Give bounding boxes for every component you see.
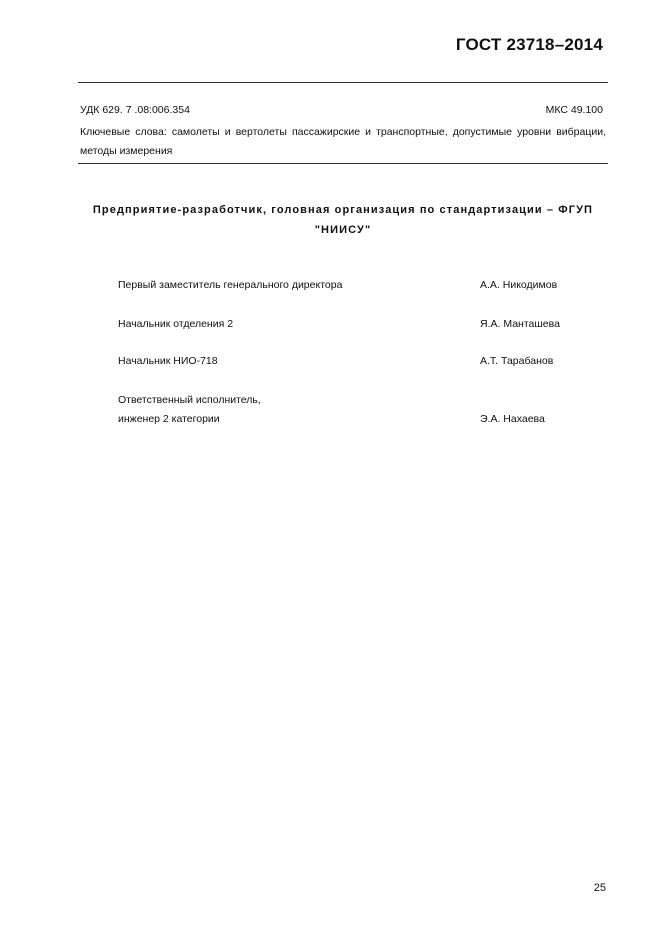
udk-code: УДК 629. 7 .08:006.354 bbox=[80, 104, 190, 116]
signatory-position: Начальник НИО-718 bbox=[118, 355, 218, 367]
signatory-position: Начальник отделения 2 bbox=[118, 318, 234, 330]
signatory-position-cont: инженер 2 категории bbox=[118, 413, 220, 425]
standard-number: ГОСТ 23718–2014 bbox=[455, 35, 603, 54]
signatory-name: А.Т. Тарабанов bbox=[480, 355, 554, 367]
keywords: Ключевые слова: самолеты и вертолеты пассажирские и транспортные, допустимые уровни вибрации, методы измерения bbox=[80, 126, 606, 157]
signatory-name: Я.А. Манташева bbox=[480, 318, 560, 330]
signatory-name: А.А. Никодимов bbox=[480, 279, 558, 291]
developer-organization: Предприятие-разработчик, головная организация по стандартизации – ФГУП "НИИСУ" bbox=[92, 204, 594, 236]
header-divider bbox=[78, 82, 608, 83]
signatory-position: Ответственный исполнитель, bbox=[118, 394, 261, 406]
meta-divider bbox=[78, 163, 608, 164]
signatory-position: Первый заместитель генерального директора bbox=[118, 279, 343, 291]
page-number: 25 bbox=[593, 882, 606, 894]
mks-code: МКС 49.100 bbox=[545, 104, 603, 116]
signatory-name: Э.А. Нахаева bbox=[480, 413, 545, 425]
